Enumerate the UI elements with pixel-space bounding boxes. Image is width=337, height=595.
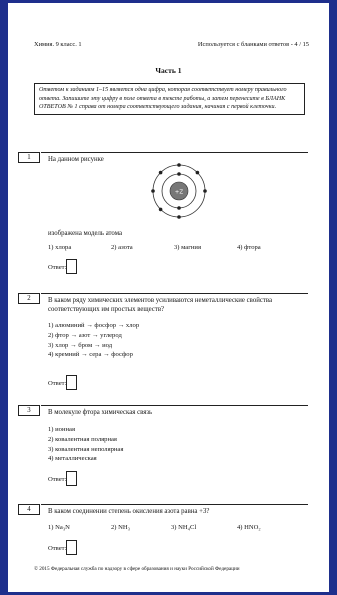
nucleus-label: +Z	[174, 189, 184, 196]
question-3-answer-label: Ответ:	[48, 476, 67, 483]
q3-option: 1) ионная	[48, 426, 75, 433]
question-3-answer-box[interactable]	[66, 471, 77, 486]
question-2-text: В каком ряду химических элементов усиливаются неметаллические свойства соответствующих им простых веществ?	[48, 297, 272, 313]
q3-option: 2) ковалентная полярная	[48, 435, 117, 443]
question-4-rule	[41, 504, 308, 505]
exam-page	[8, 3, 329, 592]
electron	[151, 189, 155, 193]
question-1-rule	[41, 152, 308, 153]
q1-option: 4) фтора	[237, 244, 261, 251]
q4-option: 2) NH₃	[111, 524, 130, 531]
question-2-answer-label: Ответ:	[48, 380, 67, 387]
electron	[203, 189, 207, 193]
electron	[177, 163, 181, 167]
electron	[177, 172, 181, 176]
q1-option: 2) азота	[111, 244, 133, 251]
question-2-options	[48, 321, 139, 360]
copyright-footer: © 2015 Федеральная служба по надзору в сфере образования и науки Российской Федерации	[34, 566, 240, 572]
q4-option: 3) NH₄Cl	[171, 524, 197, 531]
instructions-box: Ответом к заданиям 1–15 является одна цифра, которая соответствует номеру правильного ответа. Запишите эту цифру в поле ответа в тексте работы, а затем перенесите в БЛАНК ОТВЕТОВ № 1 справа от номера соответствующего задания, начиная с первой клеточки.	[34, 83, 305, 115]
question-2-number: 2	[18, 293, 40, 304]
electron	[159, 171, 163, 175]
q2-option: 4) кремний → сера → фосфор	[48, 351, 133, 359]
q2-option: 3) хлор → бром → иод	[48, 341, 113, 349]
atom-model-diagram	[151, 163, 207, 219]
question-1-options	[48, 243, 261, 252]
question-3-number: 3	[18, 405, 40, 416]
q3-option: 3) ковалентная неполярная	[48, 445, 124, 453]
electron	[196, 171, 200, 175]
q2-option: 2) фтор → азот → углерод	[48, 331, 122, 339]
part-title: Часть 1	[155, 66, 182, 75]
header-left: Химия. 9 класс. 1	[34, 41, 82, 48]
q4-option: 4) HNO₂	[237, 524, 261, 531]
header-right: Используется с бланками ответов - 4 / 15	[197, 41, 309, 48]
q1-option: 1) хлора	[48, 244, 72, 251]
question-1-answer-box[interactable]	[66, 259, 77, 274]
question-4-text: В каком соединении степень окисления азота равна +3?	[48, 508, 210, 515]
question-3-options	[48, 425, 123, 464]
electron	[177, 215, 181, 219]
question-2-rule	[41, 293, 308, 294]
question-3-text: В молекуле фтора химическая связь	[48, 409, 153, 416]
q1-option: 3) магния	[174, 244, 201, 251]
electron	[177, 206, 181, 210]
question-4-answer-box[interactable]	[66, 540, 77, 555]
q4-option: 1) Na₃N	[48, 524, 70, 531]
question-1-number: 1	[18, 152, 40, 163]
electron	[159, 208, 163, 212]
q2-option: 1) алюминий → фосфор → хлор	[48, 322, 140, 329]
question-1-caption: изображена модель атома	[48, 230, 122, 237]
question-4-number: 4	[18, 504, 40, 515]
question-4-answer-label: Ответ:	[48, 545, 67, 552]
question-1-text: На данном рисунке	[48, 156, 104, 163]
question-4-options	[48, 523, 261, 532]
question-2-answer-box[interactable]	[66, 375, 77, 390]
question-3-rule	[41, 405, 308, 406]
question-1-answer-label: Ответ:	[48, 264, 67, 271]
q3-option: 4) металлическая	[48, 455, 97, 463]
